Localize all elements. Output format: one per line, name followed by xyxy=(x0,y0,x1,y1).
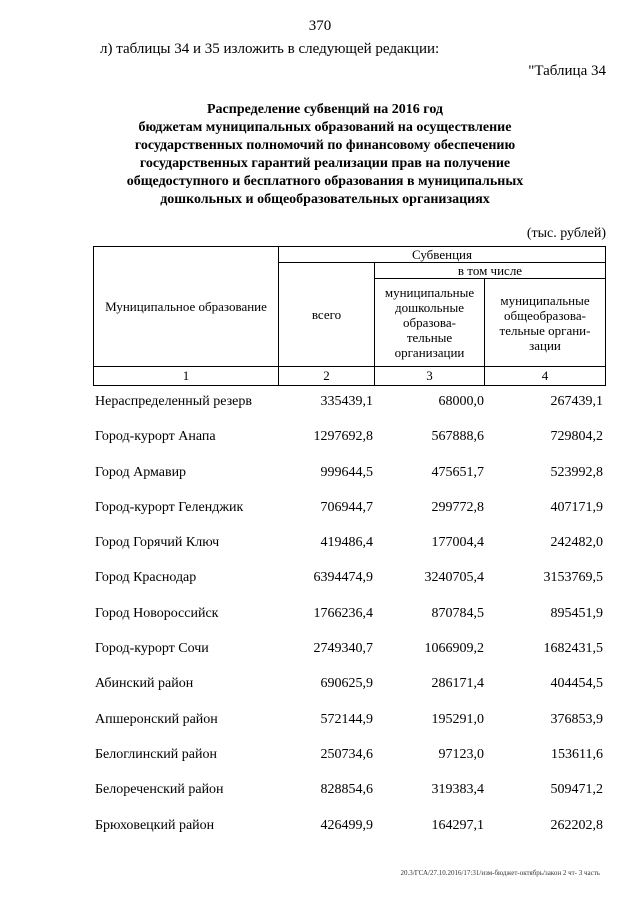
municipality-name: Город Армавир xyxy=(95,464,187,480)
header-num-3: 3 xyxy=(375,367,485,386)
preschool-value: 567888,6 xyxy=(431,429,484,445)
table-row xyxy=(0,818,640,853)
municipality-name: Город Горячий Ключ xyxy=(95,535,220,551)
total-value: 1297692,8 xyxy=(313,429,373,445)
title-line: государственных полномочий по финансовому обеспечению xyxy=(134,138,516,153)
preschool-value: 319383,4 xyxy=(431,782,484,798)
general-value: 1682431,5 xyxy=(543,641,603,657)
general-value: 242482,0 xyxy=(550,535,603,551)
preschool-value: 475651,7 xyxy=(431,464,484,480)
general-value: 895451,9 xyxy=(550,605,603,621)
total-value: 706944,7 xyxy=(320,499,373,515)
municipality-name: Абинский район xyxy=(95,676,194,692)
title-line: общедоступного и бесплатного образования в муниципальных xyxy=(126,174,524,189)
general-value: 729804,2 xyxy=(550,429,603,445)
header-line: общеобразова- xyxy=(504,307,586,323)
general-value: 523992,8 xyxy=(550,464,603,480)
preschool-value: 164297,1 xyxy=(431,817,484,833)
total-value: 335439,1 xyxy=(320,394,373,409)
table-row xyxy=(0,394,640,429)
title-line: бюджетам муниципальных образований на осуществление xyxy=(138,120,512,135)
preschool-value: 870784,5 xyxy=(431,605,484,621)
preschool-value: 3240705,4 xyxy=(424,570,484,586)
table-row xyxy=(0,712,640,747)
total-value: 828854,6 xyxy=(320,782,373,798)
municipality-name: Город-курорт Геленджик xyxy=(95,499,244,515)
total-value: 572144,9 xyxy=(320,711,373,727)
title-line: дошкольных и общеобразовательных организациях xyxy=(160,192,490,207)
municipality-name: Белоглинский район xyxy=(95,746,217,762)
total-value: 250734,6 xyxy=(320,746,373,762)
header-subvention: Субвенция xyxy=(279,247,606,263)
total-value: 426499,9 xyxy=(320,817,373,833)
units-label: (тыс. рублей) xyxy=(526,226,606,241)
table-row xyxy=(0,747,640,782)
general-value: 267439,1 xyxy=(550,394,603,409)
general-value: 376853,9 xyxy=(550,711,603,727)
header-preschool xyxy=(375,279,485,367)
header-general xyxy=(485,279,606,367)
header-including: в том числе xyxy=(375,263,606,279)
table-row xyxy=(0,641,640,676)
preschool-value: 195291,0 xyxy=(431,711,484,727)
total-value: 419486,4 xyxy=(320,535,373,551)
general-value: 3153769,5 xyxy=(543,570,603,586)
document-title xyxy=(70,101,580,209)
page-number: 370 xyxy=(308,18,332,34)
title-line: Распределение субвенций на 2016 год xyxy=(207,102,443,117)
municipality-name: Город Новороссийск xyxy=(95,605,219,621)
table-row xyxy=(0,782,640,817)
preschool-value: 1066909,2 xyxy=(424,641,484,657)
municipality-name: Город-курорт Анапа xyxy=(95,429,216,445)
total-value: 1766236,4 xyxy=(313,605,373,621)
title-line: государственных гарантий реализации прав на получение xyxy=(139,156,511,171)
municipality-name: Брюховецкий район xyxy=(95,817,215,833)
preschool-value: 299772,8 xyxy=(431,499,484,515)
header-num-2: 2 xyxy=(279,367,375,386)
preschool-value: 68000,0 xyxy=(438,394,484,409)
table-row xyxy=(0,676,640,711)
table-body xyxy=(0,394,640,853)
municipality-name: Город-курорт Сочи xyxy=(95,641,209,657)
general-value: 509471,2 xyxy=(550,782,603,798)
header-line: тельные органи- xyxy=(499,322,591,338)
table-row xyxy=(0,500,640,535)
total-value: 2749340,7 xyxy=(313,641,373,657)
table-row xyxy=(0,535,640,570)
table-row xyxy=(0,429,640,464)
general-value: 407171,9 xyxy=(550,499,603,515)
header-line: организации xyxy=(394,345,465,360)
header-line: зации xyxy=(529,337,561,353)
preschool-value: 286171,4 xyxy=(431,676,484,692)
header-municipality: Муниципальное образование xyxy=(94,247,279,367)
general-value: 153611,6 xyxy=(551,746,603,762)
header-total: всего xyxy=(279,263,375,367)
header-num-1: 1 xyxy=(94,367,279,386)
header-num-4: 4 xyxy=(485,367,606,386)
preschool-value: 97123,0 xyxy=(438,746,484,762)
municipality-name: Белореченский район xyxy=(95,782,224,798)
municipality-name: Апшеронский район xyxy=(95,711,218,727)
header-line: образова- xyxy=(402,315,456,330)
table-row xyxy=(0,570,640,605)
municipality-name: Город Краснодар xyxy=(95,570,197,586)
general-value: 404454,5 xyxy=(550,676,603,692)
table-row xyxy=(0,606,640,641)
header-line: муниципальные xyxy=(500,292,590,308)
footer-note: 20.3/ГСА/27.10.2016/17:31/изм-бюджет-октябрь/закон 2 чт- 3 часть xyxy=(400,869,600,877)
header-line: дошкольные xyxy=(395,300,464,315)
intro-text: л) таблицы 34 и 35 изложить в следующей редакции: xyxy=(100,41,440,57)
preschool-value: 177004,4 xyxy=(431,535,484,551)
header-line: тельные xyxy=(406,330,453,345)
municipality-name: Нераспределенный резерв xyxy=(95,394,252,409)
total-value: 6394474,9 xyxy=(313,570,373,586)
table-header xyxy=(93,246,606,386)
table-label: "Таблица 34 xyxy=(528,63,606,79)
general-value: 262202,8 xyxy=(550,817,603,833)
header-line: муниципальные xyxy=(384,285,475,300)
table-row xyxy=(0,465,640,500)
total-value: 999644,5 xyxy=(320,464,373,480)
total-value: 690625,9 xyxy=(320,676,373,692)
